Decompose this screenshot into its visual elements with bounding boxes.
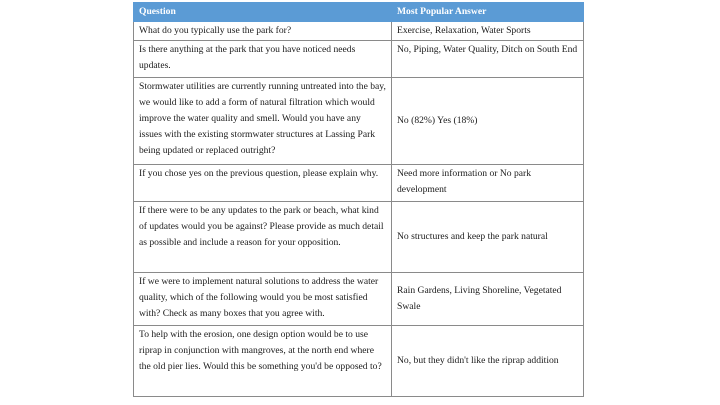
question-cell: If we were to implement natural solutions to address the water quality, which of the following would you be most satisfied with? Check as many boxes that you agree with.	[134, 273, 392, 326]
answer-cell: Exercise, Relaxation, Water Sports	[392, 22, 584, 41]
table-row	[134, 41, 584, 78]
table-row	[134, 326, 584, 397]
question-cell: If there were to be any updates to the park or beach, what kind of updates would you be against? Please provide as much detail as possible and include a reason for your opposition.	[134, 202, 392, 273]
table-row	[134, 202, 584, 273]
survey-table-container	[133, 2, 583, 397]
table-row	[134, 22, 584, 41]
answer-cell: No structures and keep the park natural	[392, 202, 584, 273]
question-cell: If you chose yes on the previous question, please explain why.	[134, 165, 392, 202]
table-row	[134, 165, 584, 202]
question-cell: To help with the erosion, one design option would be to use riprap in conjunction with mangroves, at the north end where the old pier lies. Would this be something you'd be opposed to?	[134, 326, 392, 397]
header-most-popular-answer: Most Popular Answer	[392, 3, 584, 22]
answer-cell: No, but they didn't like the riprap addition	[392, 326, 584, 397]
table-header-row	[134, 3, 584, 22]
question-cell: Stormwater utilities are currently running untreated into the bay, we would like to add a form of natural filtration which would improve the water quality and smell. Would you have any issues with the existing stormwater structures at Lassing Park being updated or replaced outright?	[134, 78, 392, 165]
answer-cell: Need more information or No park development	[392, 165, 584, 202]
answer-cell: No, Piping, Water Quality, Ditch on South End	[392, 41, 584, 78]
table-row	[134, 273, 584, 326]
survey-results-table	[133, 2, 584, 397]
question-cell: Is there anything at the park that you have noticed needs updates.	[134, 41, 392, 78]
header-question: Question	[134, 3, 392, 22]
table-row	[134, 78, 584, 165]
question-cell: What do you typically use the park for?	[134, 22, 392, 41]
answer-cell: Rain Gardens, Living Shoreline, Vegetated Swale	[392, 273, 584, 326]
answer-cell: No (82%) Yes (18%)	[392, 78, 584, 165]
